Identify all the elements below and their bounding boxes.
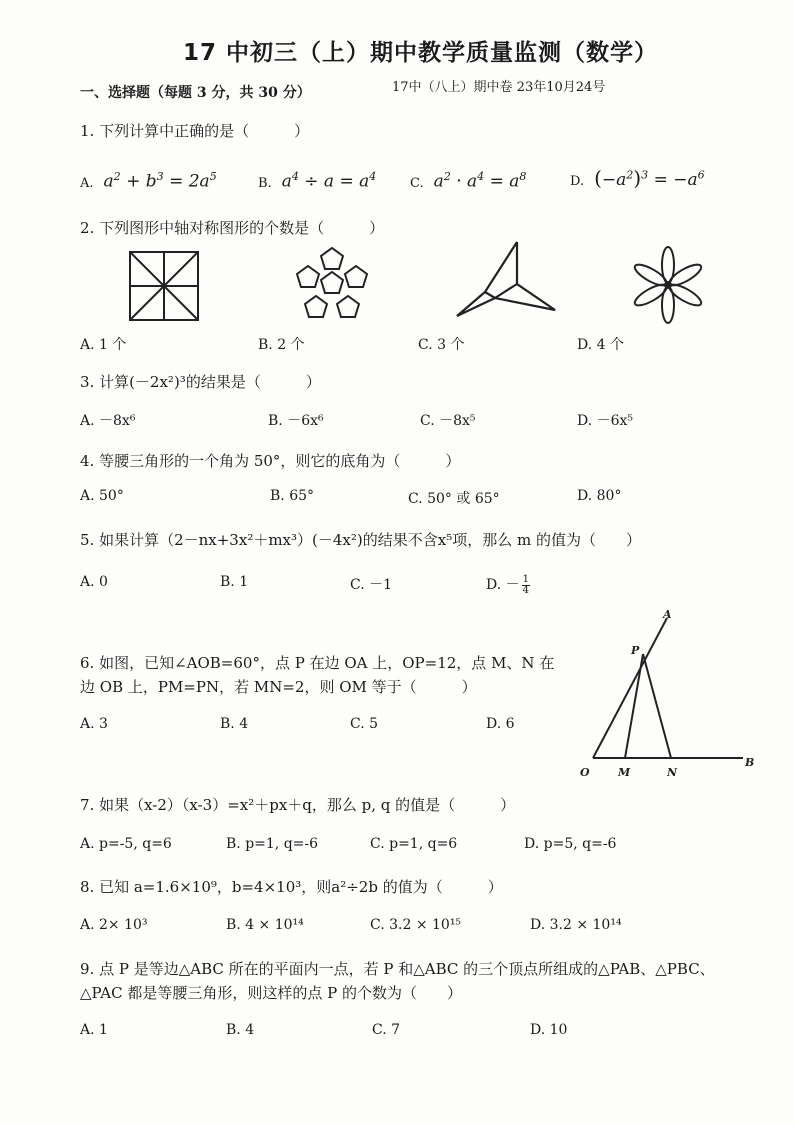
q5-option-c[interactable]: C. －1 bbox=[350, 577, 393, 593]
q4-option-c[interactable]: C. 50° 或 65° bbox=[408, 491, 500, 507]
pinwheel-figure bbox=[128, 250, 200, 322]
q1-option-a[interactable]: A. $a^2 + b^3 = 2a^5$ bbox=[80, 170, 217, 192]
handwritten-note: 17中（八上）期中卷 23年10月24号 bbox=[392, 80, 606, 95]
q6-stem-line1: 6. 如图，已知∠AOB=60°，点 P 在边 OA 上，OP=12，点 M、N 在 bbox=[80, 654, 555, 672]
q8-option-d[interactable]: D. 3.2 × 10¹⁴ bbox=[530, 917, 622, 933]
star-triangle-figure bbox=[455, 240, 557, 318]
q6-stem-line2: 边 OB 上，PM=PN，若 MN=2，则 OM 等于（ ） bbox=[80, 678, 477, 696]
q3-option-a[interactable]: A. －8x⁶ bbox=[80, 413, 136, 429]
q4-option-d[interactable]: D. 80° bbox=[577, 488, 622, 504]
label-b: B bbox=[745, 756, 755, 769]
q4-option-b[interactable]: B. 65° bbox=[270, 488, 315, 504]
q1-option-b[interactable]: B. $a^4 \div a = a^4$ bbox=[258, 170, 377, 192]
q1-option-d[interactable]: D. $(-a^2)^3 = -a^6$ bbox=[570, 166, 705, 190]
q2-option-a[interactable]: A. 1 个 bbox=[80, 337, 127, 353]
flower-figure bbox=[630, 245, 706, 325]
q2-stem: 2. 下列图形中轴对称图形的个数是（ ） bbox=[80, 219, 385, 237]
q7-option-d[interactable]: D. p=5, q=-6 bbox=[524, 836, 617, 852]
q1-option-c[interactable]: C. $a^2 \cdot a^4 = a^8$ bbox=[410, 170, 527, 192]
q6-option-c[interactable]: C. 5 bbox=[350, 716, 379, 732]
label-m: M bbox=[618, 766, 631, 779]
q9-option-d[interactable]: D. 10 bbox=[530, 1022, 568, 1038]
q1-stem: 1. 下列计算中正确的是（ ） bbox=[80, 122, 310, 140]
q2-option-b[interactable]: B. 2 个 bbox=[258, 337, 305, 353]
q9-option-b[interactable]: B. 4 bbox=[226, 1022, 255, 1038]
q8-option-a[interactable]: A. 2× 10³ bbox=[80, 917, 148, 933]
q8-stem: 8. 已知 a=1.6×10⁹，b=4×10³，则a²÷2b 的值为（ ） bbox=[80, 878, 503, 896]
q7-option-c[interactable]: C. p=1, q=6 bbox=[370, 836, 458, 852]
page-title: 17 中初三（上）期中教学质量监测（数学） bbox=[183, 40, 659, 66]
angle-aob-figure bbox=[575, 610, 765, 780]
q5-option-b[interactable]: B. 1 bbox=[220, 574, 249, 590]
section-heading: 一、选择题（每题 3 分，共 30 分） bbox=[80, 85, 311, 101]
q5-stem: 5. 如果计算（2－nx+3x²＋mx³）(－4x²)的结果不含x⁵项，那么 m 的值为（ ） bbox=[80, 531, 641, 549]
label-n: N bbox=[667, 766, 678, 779]
q5-option-d[interactable]: D. － $\frac{1}{4}$ bbox=[486, 573, 530, 596]
pentagon-ring-figure bbox=[290, 244, 374, 326]
q9-stem-line1: 9. 点 P 是等边△ABC 所在的平面内一点，若 P 和△ABC 的三个顶点所组成的△PAB、△PBC、 bbox=[80, 960, 715, 978]
q9-stem-line2: △PAC 都是等腰三角形，则这样的点 P 的个数为（ ） bbox=[80, 984, 462, 1002]
q5-option-a[interactable]: A. 0 bbox=[80, 574, 108, 590]
q4-option-a[interactable]: A. 50° bbox=[80, 488, 124, 504]
q4-stem: 4. 等腰三角形的一个角为 50°，则它的底角为（ ） bbox=[80, 452, 461, 470]
q7-stem: 7. 如果（x-2）（x-3）=x²＋px＋q，那么 p, q 的值是（ ） bbox=[80, 796, 516, 814]
q3-option-b[interactable]: B. －6x⁶ bbox=[268, 413, 324, 429]
q8-option-c[interactable]: C. 3.2 × 10¹⁵ bbox=[370, 917, 462, 933]
q6-option-a[interactable]: A. 3 bbox=[80, 716, 108, 732]
q3-stem: 3. 计算(－2x²)³的结果是（ ） bbox=[80, 373, 321, 391]
q8-option-b[interactable]: B. 4 × 10¹⁴ bbox=[226, 917, 304, 933]
q7-option-a[interactable]: A. p=-5, q=6 bbox=[80, 836, 172, 852]
q7-option-b[interactable]: B. p=1, q=-6 bbox=[226, 836, 319, 852]
q6-option-d[interactable]: D. 6 bbox=[486, 716, 515, 732]
q2-option-c[interactable]: C. 3 个 bbox=[418, 337, 465, 353]
q2-option-d[interactable]: D. 4 个 bbox=[577, 337, 624, 353]
q9-option-a[interactable]: A. 1 bbox=[80, 1022, 108, 1038]
q6-option-b[interactable]: B. 4 bbox=[220, 716, 249, 732]
q3-option-c[interactable]: C. －8x⁵ bbox=[420, 413, 476, 429]
fraction-one-quarter: $\frac{1}{4}$ bbox=[522, 573, 530, 596]
q9-option-c[interactable]: C. 7 bbox=[372, 1022, 401, 1038]
label-o: O bbox=[580, 766, 590, 779]
label-p: P bbox=[631, 644, 640, 657]
q3-option-d[interactable]: D. －6x⁵ bbox=[577, 413, 634, 429]
label-a: A bbox=[663, 610, 672, 621]
